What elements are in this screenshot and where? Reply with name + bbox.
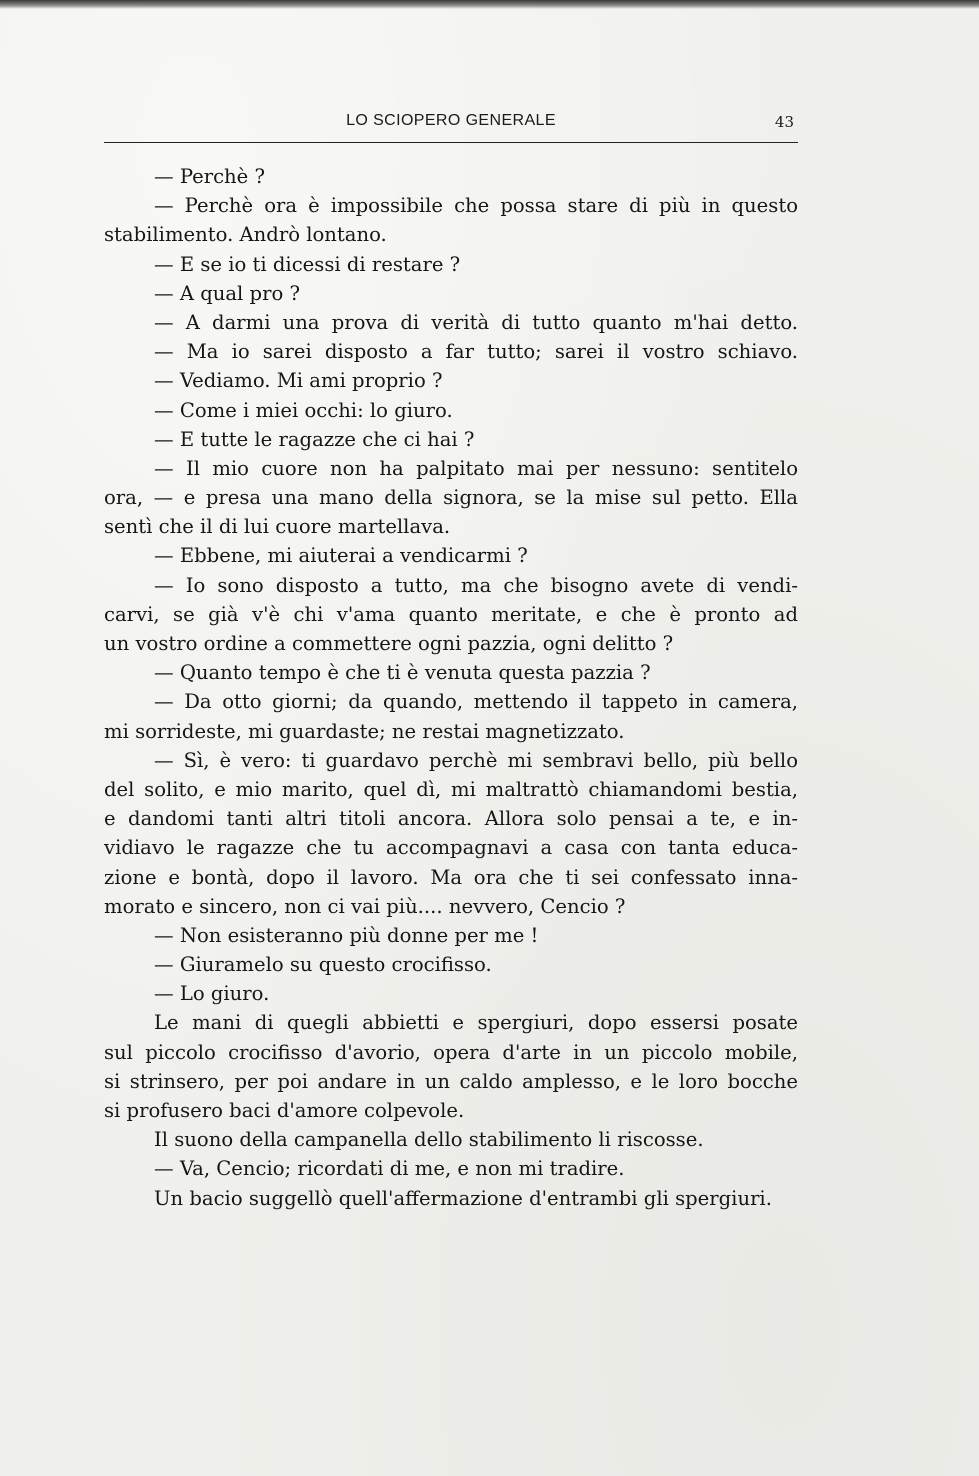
text-line: — Io sono disposto a tutto, ma che bisogno avete di vendi- (154, 573, 798, 597)
text-line: vidiavo le ragazze che tu accompagnavi a casa con tanta educa- (104, 836, 798, 860)
text-line: — E se io ti dicessi di restare ? (154, 252, 461, 276)
text-line: zione e bontà, dopo il lavoro. Ma ora che ti sei confessato inna- (104, 865, 798, 889)
text-line: un vostro ordine a commettere ogni pazzia, ogni delitto ? (104, 632, 674, 655)
text-line: ora, — e presa una mano della signora, se la mise sul petto. Ella (104, 486, 798, 510)
page-number: 43 (774, 113, 794, 131)
text-line: — A qual pro ? (154, 281, 300, 305)
text-line: sentì che il di lui cuore martellava. (104, 515, 451, 539)
text-line: e dandomi tanti altri titoli ancora. Allora solo pensai a te, e in- (104, 807, 798, 831)
text-line: — Come i miei occhi: lo giuro. (154, 398, 453, 422)
text-line: — Perchè ora è impossibile che possa stare di più in questo (154, 194, 798, 218)
body-text (104, 162, 798, 1213)
page-header (104, 104, 798, 143)
text-line: — Giuramelo su questo crocifisso. (154, 953, 492, 977)
text-line: — Lo giuro. (154, 982, 270, 1006)
text-line: — Ebbene, mi aiuterai a vendicarmi ? (154, 544, 528, 568)
text-line: si strinsero, per poi andare in un caldo amplesso, e le loro bocche (104, 1069, 798, 1093)
running-title: LO SCIOPERO GENERALE (346, 112, 556, 129)
text-line: Un bacio suggellò quell'affermazione d'entrambi gli spergiuri. (154, 1186, 772, 1210)
text-line: — Sì, è vero: ti guardavo perchè mi sembravi bello, più bello (154, 748, 798, 772)
text-line: morato e sincero, non ci vai più.... nevvero, Cencio ? (104, 894, 626, 918)
text-line: — Perchè ? (154, 165, 266, 188)
text-line: carvi, se già v'è chi v'ama quanto meritate, e che è pronto ad (104, 602, 798, 626)
text-line: si profusero baci d'amore colpevole. (104, 1099, 465, 1122)
text-line: sul piccolo crocifisso d'avorio, opera d'arte in un piccolo mobile, (104, 1040, 798, 1064)
text-line: — Ma io sarei disposto a far tutto; sarei il vostro schiavo. (154, 340, 798, 364)
text-line: — Quanto tempo è che ti è venuta questa pazzia ? (154, 661, 651, 685)
text-line: stabilimento. Andrò lontano. (104, 223, 387, 247)
text-line: — A darmi una prova di verità di tutto quanto m'hai detto. (154, 310, 798, 334)
text-line: — Non esisteranno più donne per me ! (154, 923, 539, 947)
text-line: mi sorrideste, mi guardaste; ne restai magnetizzato. (104, 719, 625, 743)
text-line: del solito, e mio marito, quel dì, mi maltrattò chiamandomi bestia, (104, 777, 798, 801)
text-line: Il suono della campanella dello stabilimento li riscosse. (154, 1128, 704, 1152)
text-line: — Va, Cencio; ricordati di me, e non mi tradire. (154, 1157, 625, 1181)
scan-top-edge (0, 0, 979, 9)
text-line: — Vediamo. Mi ami proprio ? (154, 369, 443, 393)
text-line: — Il mio cuore non ha palpitato mai per nessuno: sentitelo (154, 456, 798, 480)
text-line: Le mani di quegli abbietti e spergiuri, dopo essersi posate (154, 1011, 798, 1035)
text-line: — Da otto giorni; da quando, mettendo il tappeto in camera, (154, 690, 798, 714)
text-line: — E tutte le ragazze che ci hai ? (154, 427, 475, 451)
